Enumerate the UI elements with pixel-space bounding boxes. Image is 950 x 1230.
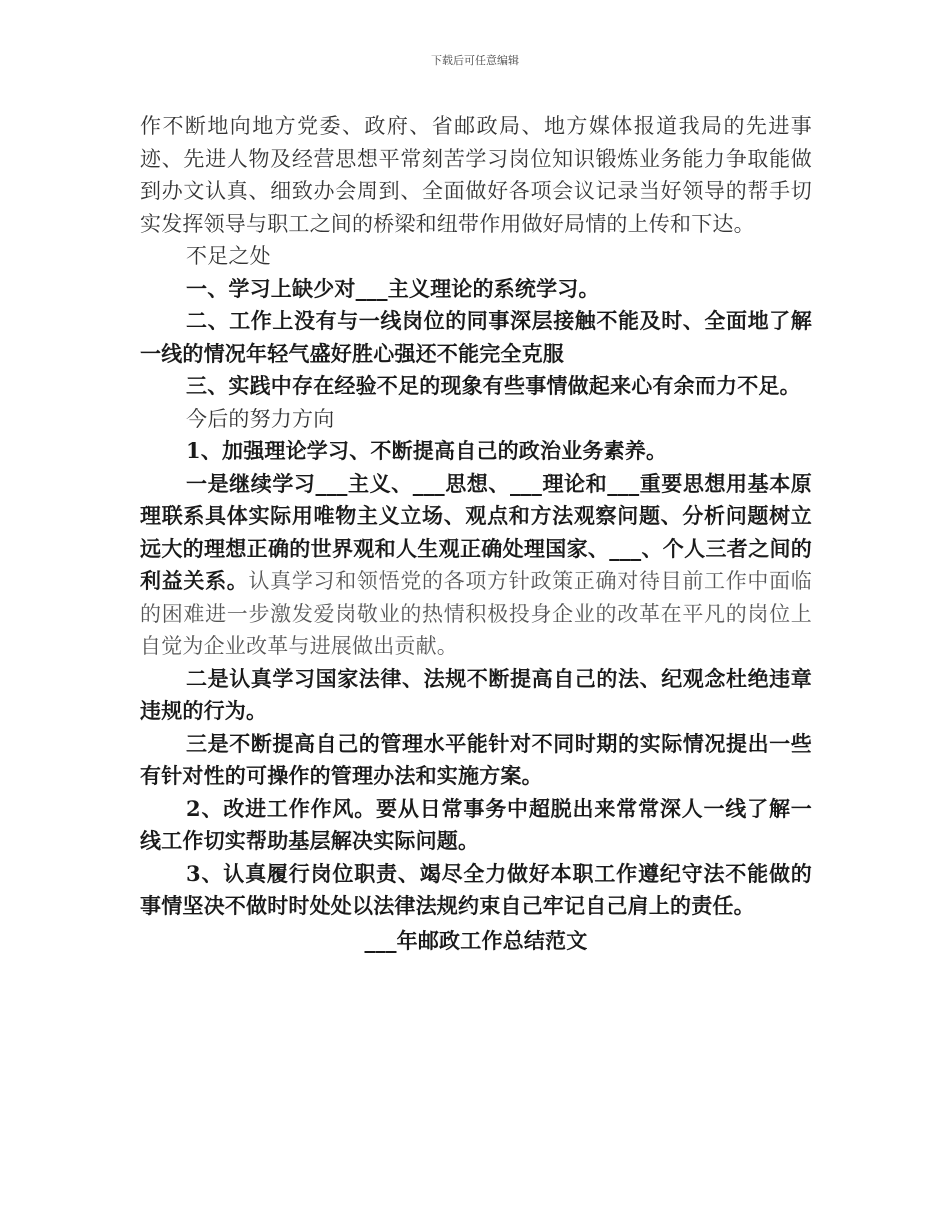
paragraph-continuation: 作不断地向地方党委、政府、省邮政局、地方媒体报道我局的先进事迹、先进人物及经营思想平常刻苦学习岗位知识锻炼业务能力争取能做到办文认真、细致办会周到、全面做好各项会议记录当好领导的帮手切实发挥领导与职工之间的桥梁和纽带作用做好局情的上传和下达。	[140, 114, 812, 236]
direction-1c: 三是不断提高自己的管理水平能针对不同时期的实际情况提出一些有针对性的可操作的管理办法和实施方案。	[140, 730, 812, 788]
direction-2: 2、改进工作作风。要从日常事务中超脱出来常常深人一线了解一线工作切实帮助基层解决实际问题。	[140, 795, 812, 853]
shortcoming-1: 一、学习上缺少对___主义理论的系统学习。	[186, 275, 600, 301]
heading-future-direction: 今后的努力方向	[186, 406, 335, 431]
direction-1a-bold-text: 一是继续学习___主义、___思想、___理论和___重要思想用基本原理联系具体实际用唯物主义立场、观点和方法观察问题、分析问题树立远大的理想正确的世界观和人生观正确处理国家、___、个人三者之间的利益关系。	[140, 470, 812, 593]
direction-1: 1、加强理论学习、不断提高自己的政治业务素养。	[186, 438, 668, 463]
next-section-title: ___年邮政工作总结范文	[364, 927, 588, 953]
shortcoming-3: 三、实践中存在经验不足的现象有些事情做起来心有余而力不足。	[186, 373, 801, 398]
page-header: 下载后可任意编辑	[431, 54, 519, 67]
heading-shortcomings: 不足之处	[186, 244, 271, 268]
direction-1a	[140, 468, 812, 663]
document-body	[140, 110, 812, 957]
shortcoming-2: 二、工作上没有与一线岗位的同事深层接触不能及时、全面地了解一线的情况年轻气盛好胜心强还不能完全克服	[140, 308, 812, 366]
direction-3: 3、认真履行岗位职责、竭尽全力做好本职工作遵纪守法不能做的事情坚决不做时时处处以法律法规约束自己牢记自己肩上的责任。	[140, 860, 812, 918]
direction-1a-light-text: 认真学习和领悟党的各项方针政策正确对待目前工作中面临的困难进一步激发爱岗敬业的热情积极投身企业的改革在平凡的岗位上自觉为企业改革与进展做出贡献。	[140, 569, 812, 658]
direction-1b: 二是认真学习国家法律、法规不断提高自己的法、纪观念杜绝违章违规的行为。	[140, 665, 812, 723]
